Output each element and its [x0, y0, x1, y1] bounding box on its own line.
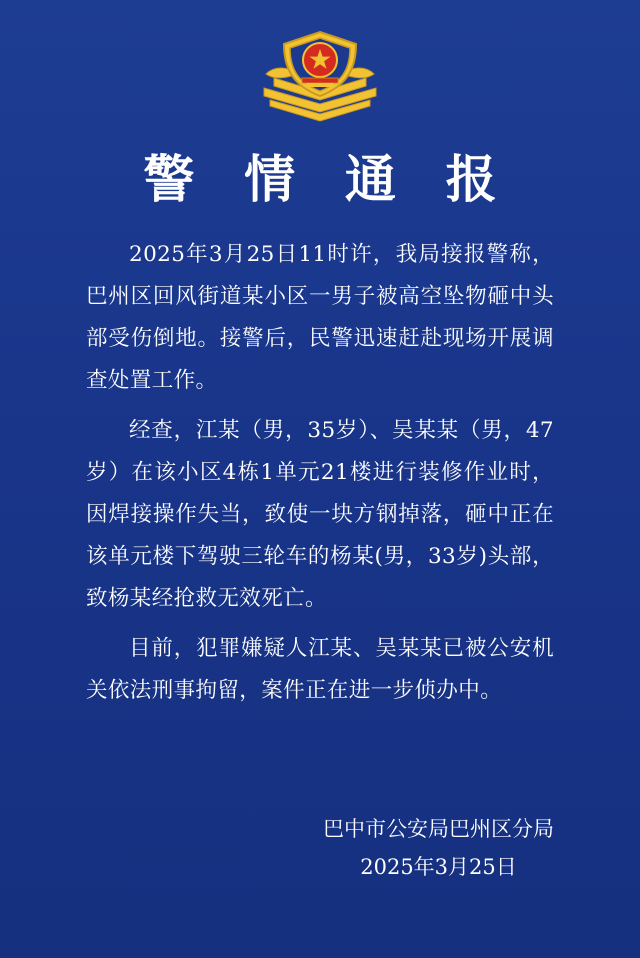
issue-date: 2025年3月25日: [360, 855, 517, 879]
police-emblem-icon: [262, 26, 378, 132]
police-emblem: [261, 24, 379, 134]
page-title: 警 情 通 报: [143, 150, 513, 210]
issuing-authority: 巴中市公安局巴州区分局: [323, 817, 554, 841]
signature-block: [323, 810, 554, 886]
notice-paragraph: 经查，江某（男，35岁）、吴某某（男，47岁）在该小区4栋1单元21楼进行装修作业时，因焊接操作失当，致使一块方钢掉落，砸中正在该单元楼下驾驶三轮车的杨某(男，33岁)头部，致杨某经抢救无效死亡。: [86, 418, 554, 612]
notice-body: [86, 234, 554, 720]
notice-paragraph: 目前，犯罪嫌疑人江某、吴某某已被公安机关依法刑事拘留，案件正在进一步侦办中。: [86, 636, 554, 704]
notice-paragraph: 2025年3月25日11时许，我局接报警称，巴州区回风街道某小区一男子被高空坠物砸中头部受伤倒地。接警后，民警迅速赶赴现场开展调查处置工作。: [86, 242, 554, 394]
